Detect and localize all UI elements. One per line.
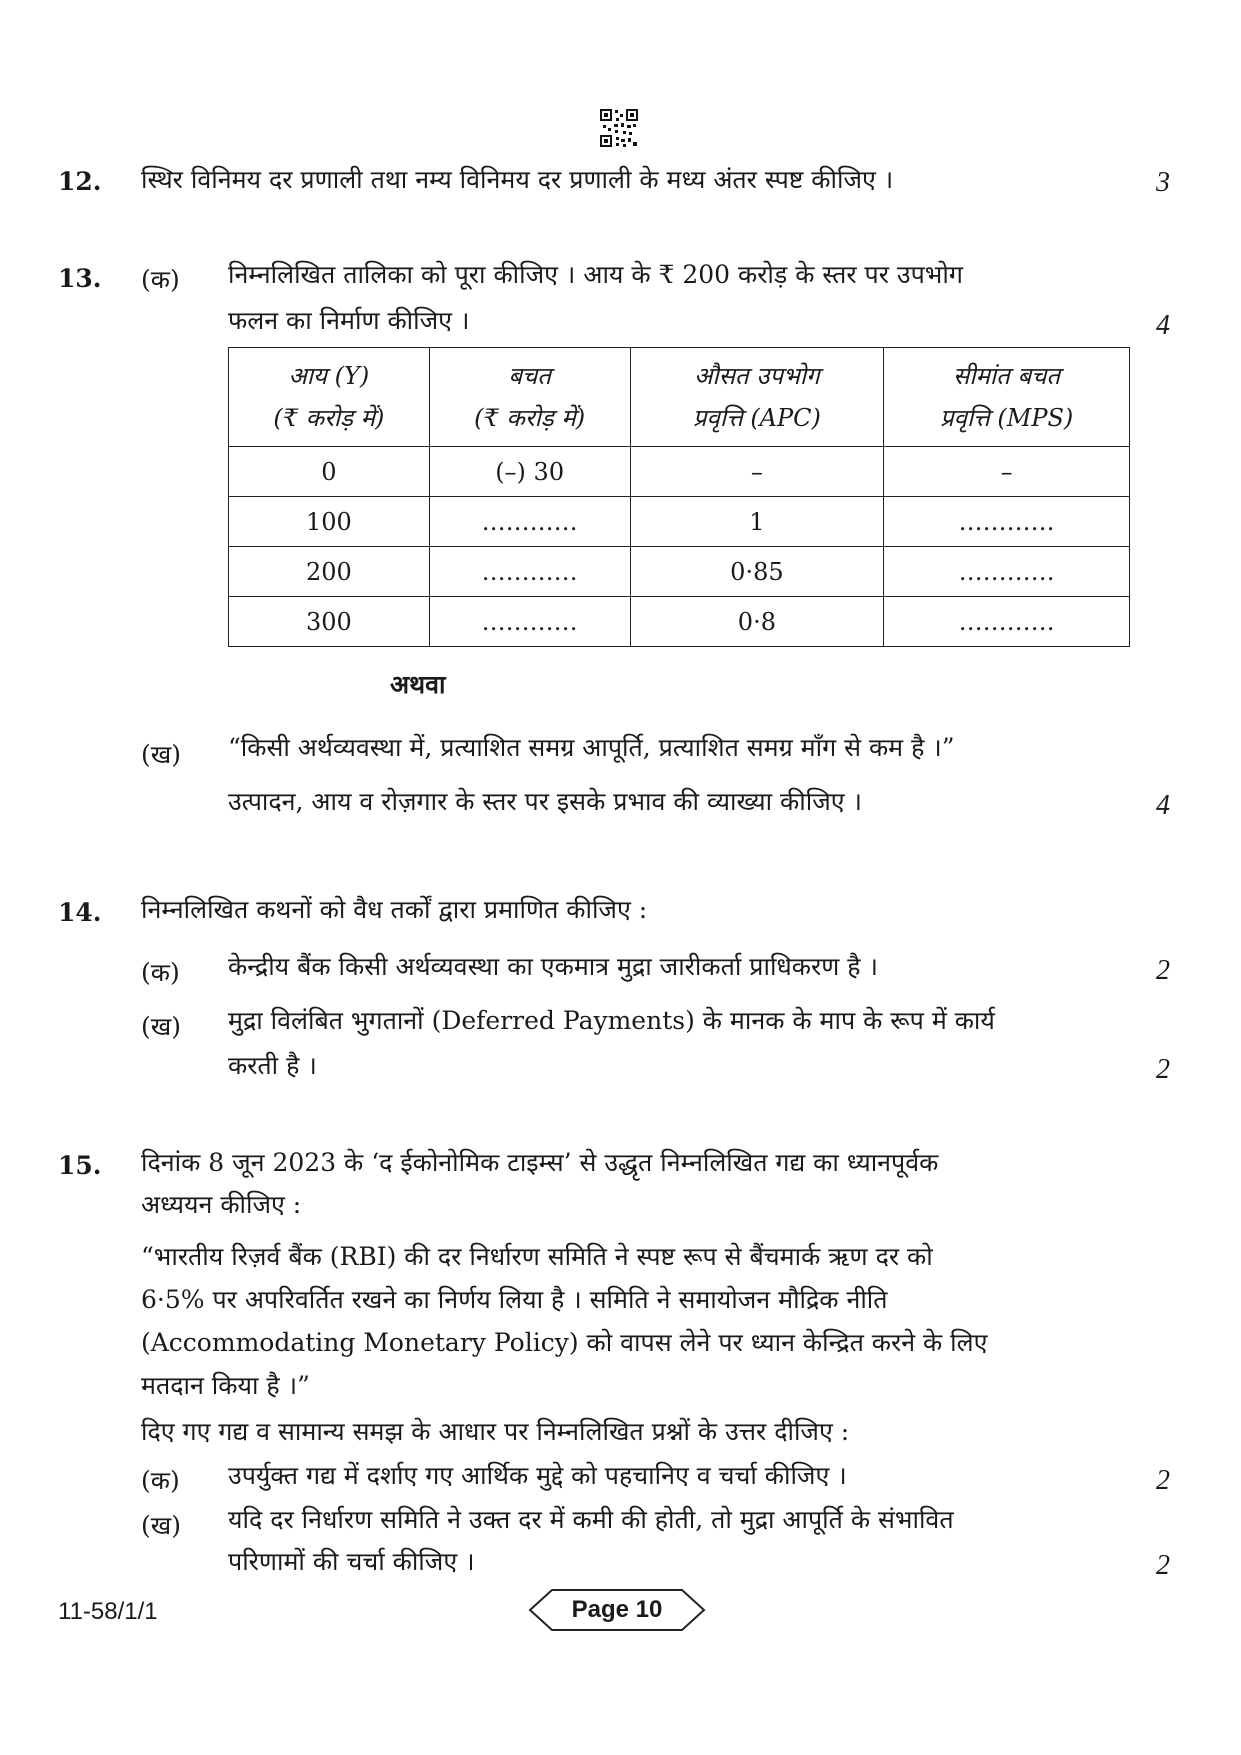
table-cell: ………… bbox=[429, 597, 630, 647]
table-row bbox=[229, 447, 1130, 497]
q13b-text-line2: उत्पादन, आय व रोज़गार के स्तर पर इसके प्रभाव की व्याख्या कीजिए । bbox=[228, 787, 862, 816]
q14-text: निम्नलिखित कथनों को वैध तर्कों द्वारा प्रमाणित कीजिए : bbox=[141, 895, 648, 924]
q13b-label: (ख) bbox=[141, 740, 181, 769]
q15-instruction: दिए गए गद्य व सामान्य समझ के आधार पर निम्नलिखित प्रश्नों के उत्तर दीजिए : bbox=[141, 1417, 850, 1446]
q12-text: स्थिर विनिमय दर प्रणाली तथा नम्य विनिमय दर प्रणाली के मध्य अंतर स्पष्ट कीजिए । bbox=[141, 165, 894, 194]
q14b-text-line2: करती है । bbox=[228, 1051, 317, 1080]
table-row bbox=[229, 597, 1130, 647]
q15a-label: (क) bbox=[141, 1466, 180, 1495]
q15-text-line1: दिनांक 8 जून 2023 के ‘द ईकोनोमिक टाइम्स’ से उद्धृत निम्नलिखित गद्य का ध्यानपूर्वक bbox=[141, 1148, 939, 1177]
or-separator: अथवा bbox=[390, 670, 446, 699]
paper-code: 11-58/1/1 bbox=[58, 1598, 158, 1625]
q15-quote-line3: (Accommodating Monetary Policy) को वापस लेने पर ध्यान केन्द्रित करने के लिए bbox=[141, 1328, 988, 1357]
consumption-table bbox=[228, 347, 1130, 647]
page-number-badge bbox=[528, 1588, 706, 1632]
q13a-label: (क) bbox=[141, 265, 180, 294]
q15a-marks: 2 bbox=[1156, 1465, 1170, 1496]
q13b-text-line1: “किसी अर्थव्यवस्था में, प्रत्याशित समग्र आपूर्ति, प्रत्याशित समग्र माँग से कम है ।” bbox=[228, 733, 955, 762]
q13a-text-line1: निम्नलिखित तालिका को पूरा कीजिए । आय के ₹ 200 करोड़ के स्तर पर उपभोग bbox=[228, 260, 963, 289]
q15b-text-line2: परिणामों की चर्चा कीजिए । bbox=[228, 1547, 475, 1576]
q14a-label: (क) bbox=[141, 958, 180, 987]
table-row bbox=[229, 497, 1130, 547]
q15-text-line2: अध्ययन कीजिए : bbox=[141, 1190, 302, 1219]
table-cell: 0·85 bbox=[630, 547, 884, 597]
table-cell: ………… bbox=[884, 497, 1130, 547]
q13-number: 13. bbox=[58, 264, 102, 293]
table-cell: ………… bbox=[429, 497, 630, 547]
qr-code bbox=[599, 108, 639, 148]
table-cell: – bbox=[884, 447, 1130, 497]
table-cell: ………… bbox=[884, 547, 1130, 597]
table-cell: ………… bbox=[429, 547, 630, 597]
q13a-marks: 4 bbox=[1156, 310, 1170, 341]
header-mps: सीमांत बचत प्रवृत्ति (MPS) bbox=[884, 348, 1130, 447]
table-cell: (–) 30 bbox=[429, 447, 630, 497]
q15b-text-line1: यदि दर निर्धारण समिति ने उक्त दर में कमी की होती, तो मुद्रा आपूर्ति के संभावित bbox=[228, 1505, 954, 1534]
q14a-text: केन्द्रीय बैंक किसी अर्थव्यवस्था का एकमात्र मुद्रा जारीकर्ता प्राधिकरण है । bbox=[228, 952, 878, 981]
q15-quote-line4: मतदान किया है ।” bbox=[141, 1371, 310, 1400]
q13b-marks: 4 bbox=[1156, 790, 1170, 821]
q15-number: 15. bbox=[58, 1151, 102, 1180]
table-cell: 100 bbox=[229, 497, 430, 547]
table-cell: 300 bbox=[229, 597, 430, 647]
header-apc: औसत उपभोग प्रवृत्ति (APC) bbox=[630, 348, 884, 447]
table-cell: – bbox=[630, 447, 884, 497]
q14a-marks: 2 bbox=[1156, 955, 1170, 986]
q14-number: 14. bbox=[58, 898, 102, 927]
table-cell: 0 bbox=[229, 447, 430, 497]
table-cell: 200 bbox=[229, 547, 430, 597]
q15a-text: उपर्युक्त गद्य में दर्शाए गए आर्थिक मुद्दे को पहचानिए व चर्चा कीजिए । bbox=[228, 1461, 847, 1490]
q12-marks: 3 bbox=[1156, 167, 1170, 198]
q15-quote-line1: “भारतीय रिज़र्व बैंक (RBI) की दर निर्धारण समिति ने स्पष्ट रूप से बैंचमार्क ऋण दर को bbox=[141, 1242, 933, 1271]
header-income: आय (Y) (₹ करोड़ में) bbox=[229, 348, 430, 447]
q15b-label: (ख) bbox=[141, 1511, 181, 1540]
header-saving: बचत (₹ करोड़ में) bbox=[429, 348, 630, 447]
table-cell: 0·8 bbox=[630, 597, 884, 647]
table-header-row bbox=[229, 348, 1130, 447]
q13a-text-line2: फलन का निर्माण कीजिए । bbox=[228, 306, 470, 335]
table-cell: ………… bbox=[884, 597, 1130, 647]
q15-quote-line2: 6·5% पर अपरिवर्तित रखने का निर्णय लिया है । समिति ने समायोजन मौद्रिक नीति bbox=[141, 1285, 888, 1314]
q14b-text-line1: मुद्रा विलंबित भुगतानों (Deferred Payments) के मानक के माप के रूप में कार्य bbox=[228, 1006, 995, 1035]
q14b-marks: 2 bbox=[1156, 1054, 1170, 1085]
q12-number: 12. bbox=[58, 167, 102, 196]
table-row bbox=[229, 547, 1130, 597]
table-cell: 1 bbox=[630, 497, 884, 547]
q15b-marks: 2 bbox=[1156, 1550, 1170, 1581]
page-number: Page 10 bbox=[571, 1596, 663, 1623]
q14b-label: (ख) bbox=[141, 1012, 181, 1041]
